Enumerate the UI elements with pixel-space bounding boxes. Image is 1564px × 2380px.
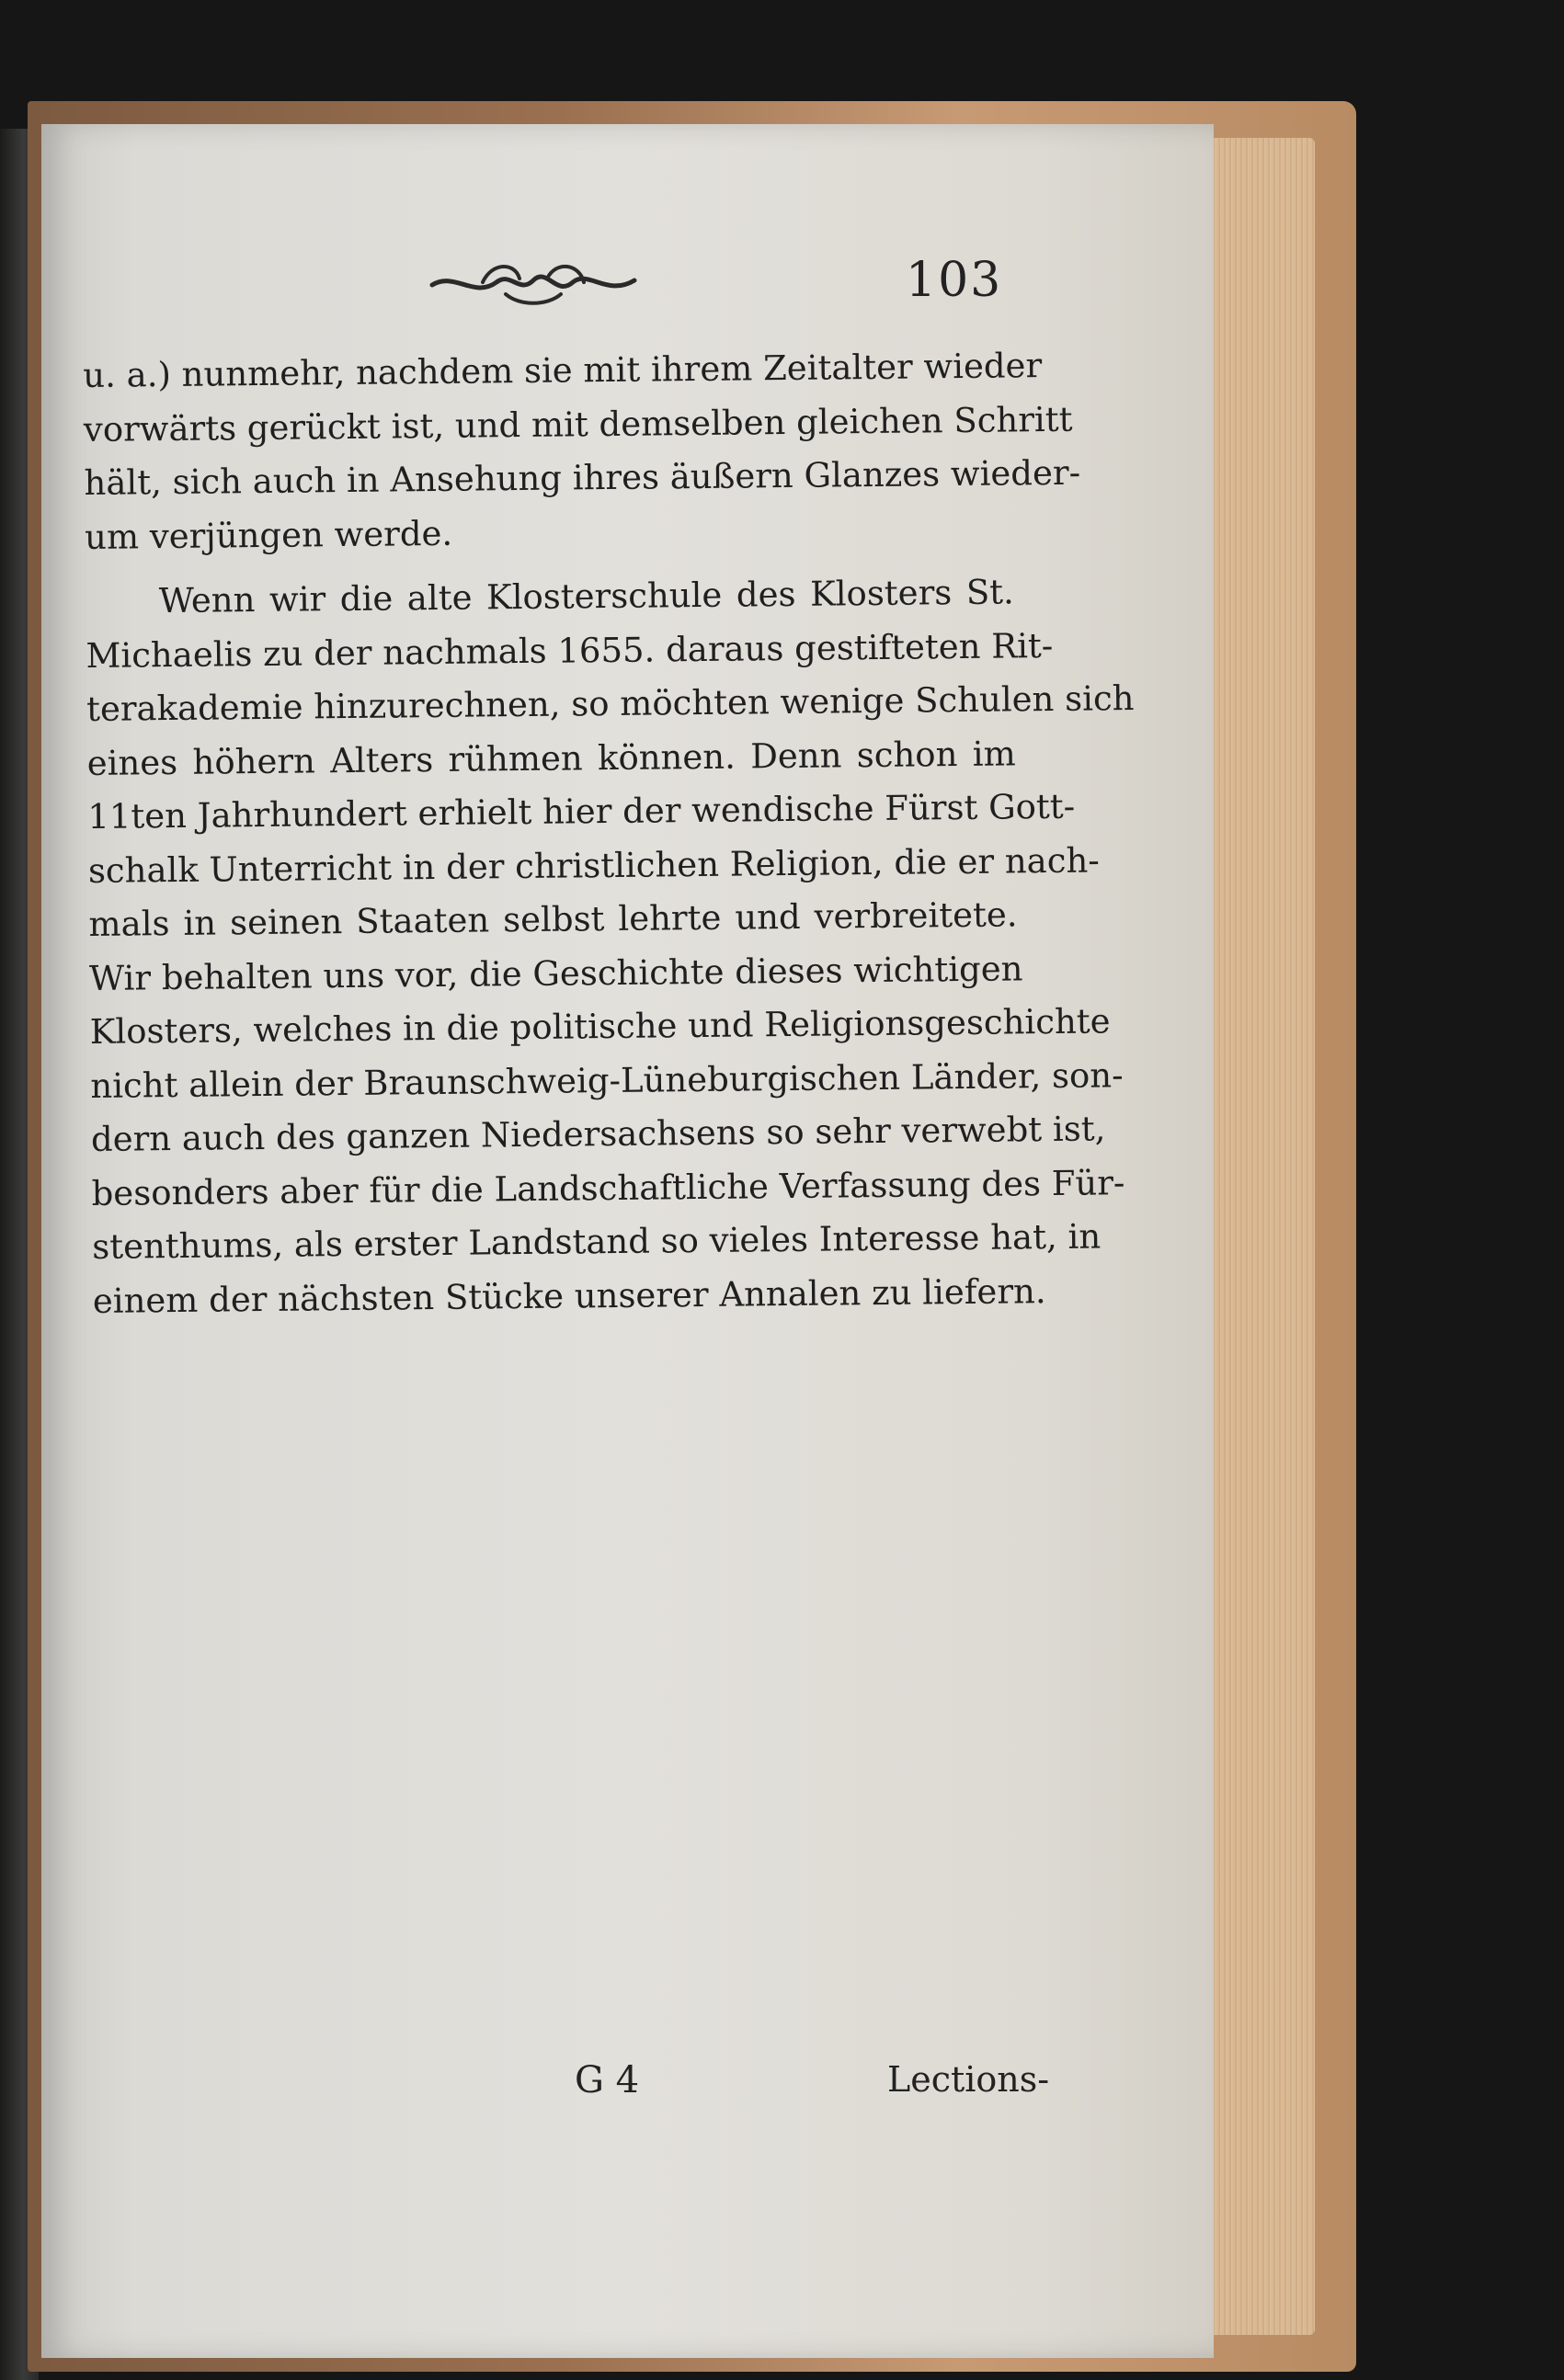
text-line: Wir behalten uns vor, die Geschichte dieses wichtigen <box>88 948 1023 998</box>
text-line: Klosters, welches in die politische und Religionsgeschichte <box>89 1001 1111 1052</box>
catchword: Lections- <box>887 2059 1050 2100</box>
body-text <box>83 339 1135 1328</box>
text-line: Michaelis zu der nachmals 1655. daraus gestifteten Rit- <box>86 625 1054 676</box>
page-edges <box>1204 138 1315 2335</box>
text-line: um verjüngen werde. <box>84 513 453 557</box>
book-page <box>41 124 1214 2358</box>
page-number: 103 <box>906 253 1003 308</box>
text-line: eines höhern Alters rühmen können. Denn schon im <box>86 733 1016 783</box>
text-line: 11ten Jahrhundert erhielt hier der wendische Fürst Gott- <box>87 786 1076 837</box>
text-line: stenthums, als erster Landstand so vieles Interesse hat, in <box>92 1216 1102 1267</box>
text-line: mals in seinen Staaten selbst lehrte und verbreitete. <box>88 894 1018 944</box>
head-ornament-icon <box>428 244 639 317</box>
text-line: Wenn wir die alte Klosterschule des Klosters St. <box>158 572 1015 621</box>
text-line: hält, sich auch in Ansehung ihres äußern Glanzes wieder- <box>84 452 1081 503</box>
text-line: dern auch des ganzen Niedersachsens so sehr verwebt ist, <box>90 1109 1106 1159</box>
text-line: schalk Unterricht in der christlichen Religion, die er nach- <box>87 839 1101 891</box>
text-line: terakademie hinzurechnen, so möchten wenige Schulen sich <box>86 678 1135 729</box>
text-line: nicht allein der Braunschweig-Lüneburgischen Länder, son- <box>90 1054 1124 1106</box>
text-line: u. a.) nunmehr, nachdem sie mit ihrem Zeitalter wieder <box>83 346 1043 395</box>
text-line: vorwärts gerückt ist, und mit demselben gleichen Schritt <box>83 399 1073 450</box>
text-line: besonders aber für die Landschaftliche Verfassung des Für- <box>91 1162 1125 1213</box>
signature-mark: G 4 <box>575 2059 640 2101</box>
text-line: einem der nächsten Stücke unserer Annalen zu liefern. <box>92 1270 1046 1321</box>
